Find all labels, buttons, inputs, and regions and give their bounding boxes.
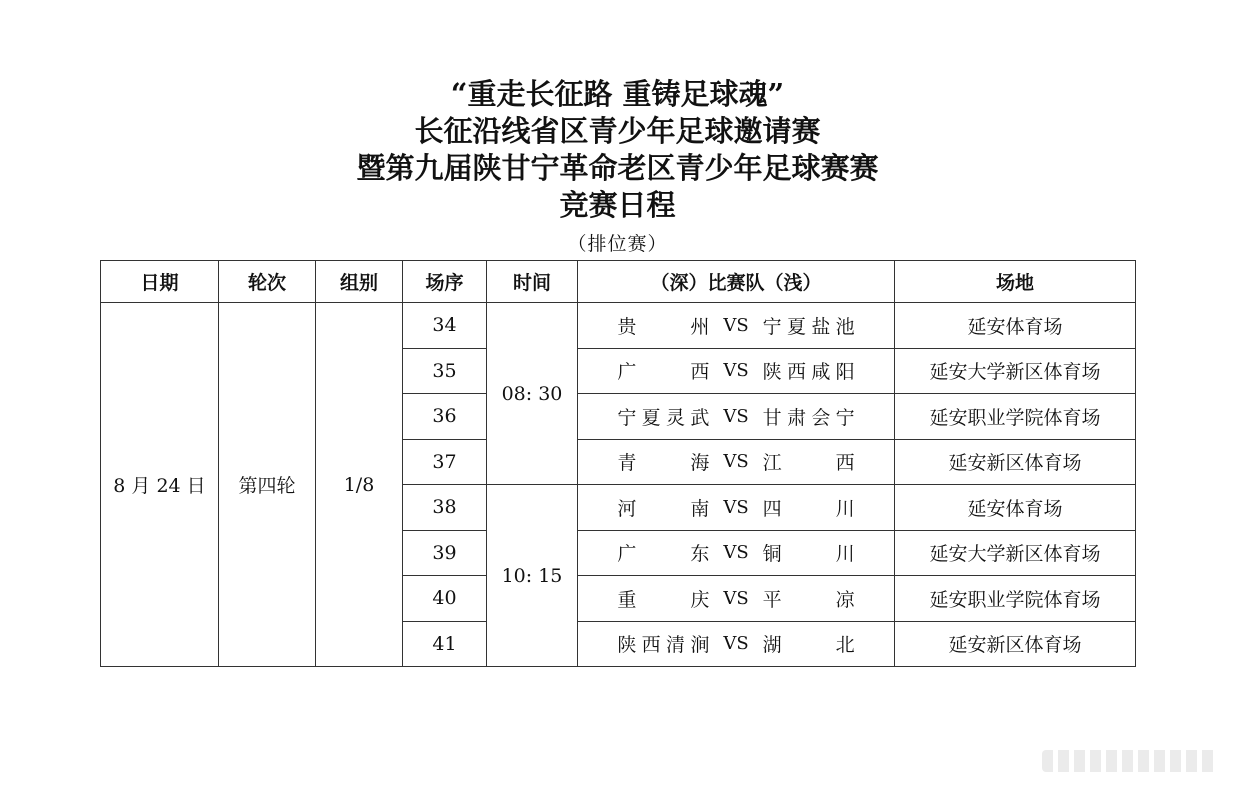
round-cell: 第四轮 <box>219 303 316 667</box>
vs-label: VS <box>723 587 749 609</box>
teams-cell <box>578 394 895 440</box>
subtitle: （排位赛） <box>567 233 668 255</box>
away-team: 甘肃会宁 <box>762 406 855 429</box>
document-title <box>0 76 1235 224</box>
home-team: 重庆 <box>617 588 710 611</box>
vs-label: VS <box>723 451 749 473</box>
match-no-cell: 35 <box>403 348 487 394</box>
venue-cell: 延安职业学院体育场 <box>895 576 1136 622</box>
away-team: 铜川 <box>762 543 855 566</box>
title-line-2: 长征沿线省区青少年足球邀请赛 <box>414 114 821 148</box>
teams-cell <box>578 576 895 622</box>
home-team: 贵州 <box>617 315 710 338</box>
teams-cell <box>578 530 895 576</box>
header-teams: （深）比赛队（浅） <box>578 261 895 303</box>
match-no-cell: 40 <box>403 576 487 622</box>
away-team: 江西 <box>762 452 855 475</box>
teams-cell <box>578 621 895 667</box>
match-no-cell: 41 <box>403 621 487 667</box>
venue-cell: 延安新区体育场 <box>895 439 1136 485</box>
home-team: 青海 <box>617 452 710 475</box>
away-team: 陕西咸阳 <box>762 361 855 384</box>
away-team: 湖北 <box>762 634 855 657</box>
match-no-cell: 37 <box>403 439 487 485</box>
vs-label: VS <box>723 314 749 336</box>
vs-label: VS <box>723 633 749 655</box>
venue-cell: 延安职业学院体育场 <box>895 394 1136 440</box>
header-row <box>101 261 1136 303</box>
title-line-1: “重走长征路 重铸足球魂” <box>450 77 785 111</box>
teams-cell <box>578 303 895 349</box>
teams-cell <box>578 439 895 485</box>
away-team: 平凉 <box>762 588 855 611</box>
home-team: 宁夏灵武 <box>617 406 710 429</box>
date-cell: 8 月 24 日 <box>101 303 219 667</box>
title-line-4: 竞赛日程 <box>559 188 676 222</box>
teams-cell <box>578 348 895 394</box>
venue-cell: 延安体育场 <box>895 303 1136 349</box>
watermark-dots <box>1042 750 1217 772</box>
teams-cell <box>578 485 895 531</box>
header-round: 轮次 <box>219 261 316 303</box>
venue-cell: 延安新区体育场 <box>895 621 1136 667</box>
vs-label: VS <box>723 405 749 427</box>
away-team: 宁夏盐池 <box>762 315 855 338</box>
match-no-cell: 34 <box>403 303 487 349</box>
venue-cell: 延安体育场 <box>895 485 1136 531</box>
header-date: 日期 <box>101 261 219 303</box>
match-no-cell: 38 <box>403 485 487 531</box>
venue-cell: 延安大学新区体育场 <box>895 530 1136 576</box>
header-time: 时间 <box>487 261 578 303</box>
vs-label: VS <box>723 542 749 564</box>
home-team: 陕西清涧 <box>617 634 710 657</box>
away-team: 四川 <box>762 497 855 520</box>
home-team: 河南 <box>617 497 710 520</box>
home-team: 广西 <box>617 361 710 384</box>
title-line-3: 暨第九届陕甘宁革命老区青少年足球赛赛 <box>356 151 879 185</box>
match-no-cell: 39 <box>403 530 487 576</box>
header-match-no: 场序 <box>403 261 487 303</box>
match-no-cell: 36 <box>403 394 487 440</box>
vs-label: VS <box>723 496 749 518</box>
table-row <box>101 303 1136 349</box>
schedule-table <box>100 260 1136 667</box>
time-cell: 10: 15 <box>487 485 578 667</box>
header-venue: 场地 <box>895 261 1136 303</box>
home-team: 广东 <box>617 543 710 566</box>
header-group: 组别 <box>316 261 403 303</box>
group-cell: 1/8 <box>316 303 403 667</box>
time-cell: 08: 30 <box>487 303 578 485</box>
vs-label: VS <box>723 360 749 382</box>
venue-cell: 延安大学新区体育场 <box>895 348 1136 394</box>
